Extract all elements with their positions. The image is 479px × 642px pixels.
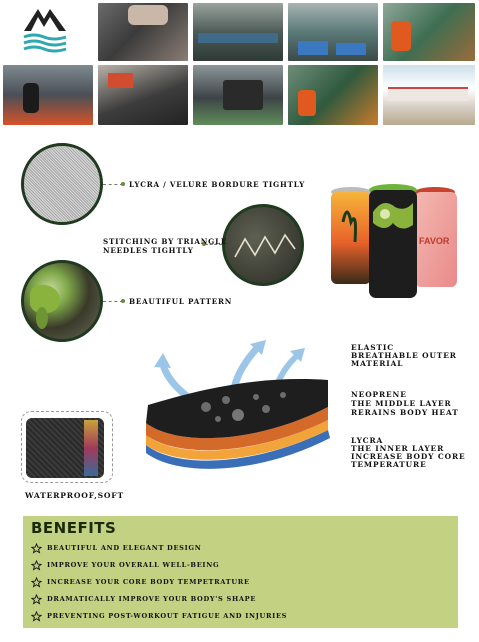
- benefit-item: [31, 575, 250, 589]
- inner-layer-label-1: LYCRA: [351, 436, 384, 445]
- star-icon: [31, 543, 42, 554]
- can-cooler-product-image: [323, 182, 463, 300]
- lycra-detail-image: [21, 143, 103, 225]
- factory-photo-6: [98, 65, 188, 125]
- pattern-leader-line: [103, 301, 123, 302]
- benefit-text: PREVENTING POST-WORKOUT FATIGUE AND INJURIES: [47, 612, 288, 620]
- benefit-text: INCREASE YOUR CORE BODY TEMPETRATURE: [47, 578, 250, 586]
- middle-layer-label-2: THE MIDDLE LAYER: [351, 399, 452, 408]
- inner-layer-label-2: THE INNER LAYER: [351, 444, 445, 453]
- factory-photo-2: [193, 3, 283, 61]
- star-icon: [31, 611, 42, 622]
- benefits-panel: [23, 516, 458, 628]
- svg-text:FAVOR: FAVOR: [419, 236, 450, 246]
- stitching-detail-image: [222, 204, 304, 286]
- stitching-label-line-2: NEEDLES TIGHTLY: [103, 246, 194, 255]
- benefit-text: DRAMATICALLY IMPROVE YOUR BODY'S SHAPE: [47, 595, 257, 603]
- factory-photo-3: [288, 3, 378, 61]
- factory-photo-9: [383, 65, 475, 125]
- pattern-label: BEAUTIFUL PATTERN: [129, 297, 233, 306]
- star-icon: [31, 577, 42, 588]
- waterproof-sample-image: [21, 411, 113, 483]
- benefit-item: [31, 558, 219, 572]
- outer-layer-label-3: MATERIAL: [351, 359, 404, 368]
- fabric-layers-diagram: [138, 335, 338, 475]
- outer-layer-label-1: ELASTIC: [351, 343, 395, 352]
- inner-layer-label-4: TEMPERATURE: [351, 460, 427, 469]
- factory-photo-5: [3, 65, 93, 125]
- outer-layer-label-2: BREATHABLE OUTER: [351, 351, 457, 360]
- factory-photo-8: [288, 65, 378, 125]
- pattern-dot: [121, 299, 125, 303]
- benefit-item: [31, 592, 256, 606]
- benefit-item: [31, 609, 287, 623]
- lycra-leader-line: [103, 184, 123, 185]
- company-logo: [4, 3, 90, 61]
- waterproof-label: WATERPROOF,SOFT: [25, 491, 124, 500]
- lycra-label: LYCRA / VELURE BORDURE TIGHTLY: [129, 180, 306, 189]
- benefits-title: BENEFITS: [31, 519, 117, 537]
- benefit-item: [31, 541, 202, 555]
- benefit-text: IMPROVE YOUR OVERALL WELL-BEING: [47, 561, 220, 569]
- star-icon: [31, 560, 42, 571]
- factory-photo-4: [383, 3, 475, 61]
- factory-photo-7: [193, 65, 283, 125]
- middle-layer-label-1: NEOPRENE: [351, 390, 407, 399]
- pattern-detail-image: [21, 260, 103, 342]
- middle-layer-label-3: RERAINS BODY HEAT: [351, 408, 459, 417]
- lycra-dot: [121, 182, 125, 186]
- benefit-text: BEAUTIFUL AND ELEGANT DESIGN: [47, 544, 202, 552]
- inner-layer-label-3: INCREASE BODY CORE: [351, 452, 466, 461]
- factory-photo-1: [98, 3, 188, 61]
- stitching-label-line-1: STITCHING BY TRIANGLE: [103, 237, 228, 246]
- star-icon: [31, 594, 42, 605]
